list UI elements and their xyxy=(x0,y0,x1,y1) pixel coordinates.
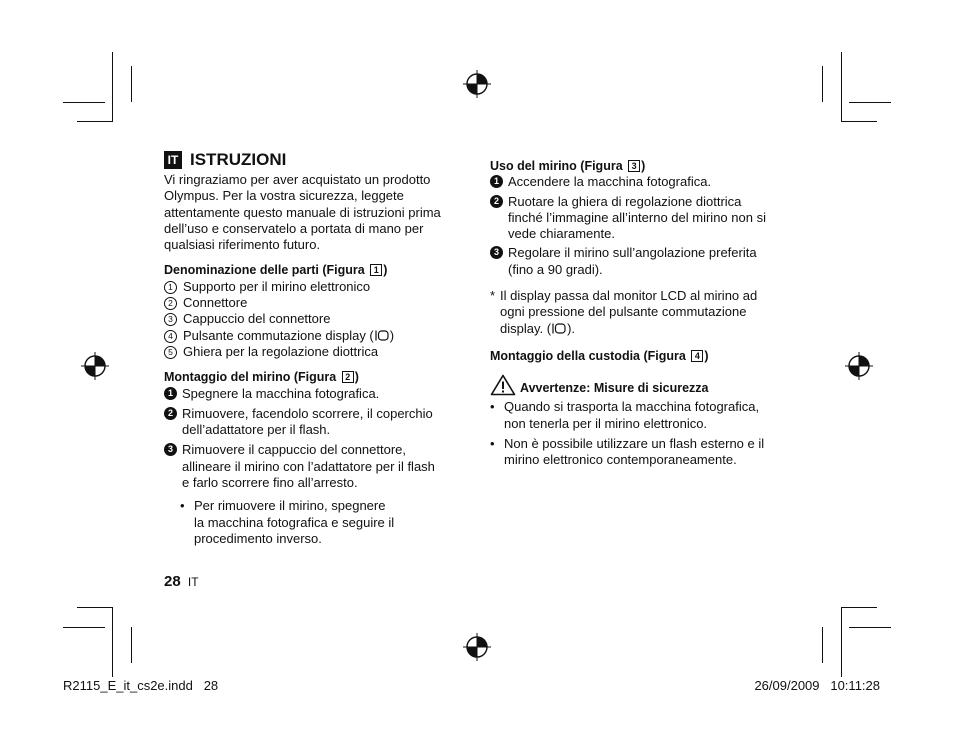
parts-heading: Denominazione delle parti (Figura 1 ) xyxy=(164,263,388,278)
left-column xyxy=(164,150,469,547)
crop-mark xyxy=(77,121,112,122)
list-item: 3 Cappuccio del connettore xyxy=(164,311,469,327)
crop-mark xyxy=(841,52,842,122)
warning-item: • Non è possibile utilizzare un flash esterno e il mirino elettronico contemporaneamente. xyxy=(490,435,765,468)
crop-mark xyxy=(822,66,823,102)
warning-item: • Quando si trasporta la macchina fotografica, non tenerla per il mirino elettronico. xyxy=(490,399,760,431)
step-item: 1 Accendere la macchina fotografica. xyxy=(490,174,795,190)
title-text: ISTRUZIONI xyxy=(190,150,287,169)
figure-number: 2 xyxy=(342,371,354,383)
figure-number: 4 xyxy=(691,350,703,362)
crop-mark xyxy=(63,627,105,628)
right-column xyxy=(490,158,795,468)
page-number: 28 IT xyxy=(164,573,199,590)
registration-mark-icon xyxy=(81,352,109,380)
step-item: 3 Rimuovere il cappuccio del connettore, allineare il mirino con l’adattatore per il flash e farlo scorrere fino all’arresto. xyxy=(164,442,469,491)
asterisk-note: * Il display passa dal monitor LCD al mirino ad ogni pressione del pulsante commutazione display. ( ). xyxy=(490,288,758,336)
crop-mark xyxy=(842,607,877,608)
crop-mark xyxy=(849,102,891,103)
warning-triangle-icon xyxy=(490,374,516,396)
registration-mark-icon xyxy=(463,633,491,661)
crop-mark xyxy=(842,121,877,122)
registration-mark-icon xyxy=(845,352,873,380)
step-item: 2 Rimuovere, facendolo scorrere, il coperchio dell’adattatore per il flash. xyxy=(164,406,469,439)
crop-mark xyxy=(63,102,105,103)
page-title xyxy=(164,150,469,170)
crop-mark xyxy=(822,627,823,663)
display-switch-icon xyxy=(375,330,389,341)
crop-mark xyxy=(841,607,842,677)
note-item: • Per rimuovere il mirino, spegnere la macchina fotografica e seguire il procedimento inverso. xyxy=(180,498,395,546)
intro-paragraph: Vi ringraziamo per aver acquistato un prodotto Olympus. Per la vostra sicurezza, leggete attentamente questo manuale di istruzioni prima dell’uso e conservatelo a portata di mano per qualsiasi riferimento futuro. xyxy=(164,172,441,253)
case-heading: Montaggio della custodia (Figura 4 ) xyxy=(490,348,709,363)
figure-number: 1 xyxy=(370,264,382,276)
crop-mark xyxy=(849,627,891,628)
display-switch-icon xyxy=(552,323,566,334)
list-item: 1 Supporto per il mirino elettronico xyxy=(164,279,469,295)
crop-mark xyxy=(77,607,112,608)
use-heading: Uso del mirino (Figura 3 ) xyxy=(490,159,646,173)
language-badge: IT xyxy=(164,151,182,169)
mount-heading: Montaggio del mirino (Figura 2 ) xyxy=(164,370,359,385)
registration-mark-icon xyxy=(463,70,491,98)
crop-mark xyxy=(131,66,132,102)
list-item: 4 Pulsante commutazione display ( ) xyxy=(164,328,469,344)
warning-heading: Avvertenze: Misure di sicurezza xyxy=(490,374,795,396)
step-item: 1 Spegnere la macchina fotografica. xyxy=(164,386,469,402)
list-item: 5 Ghiera per la regolazione diottrica xyxy=(164,344,469,360)
step-item: 2 Ruotare la ghiera di regolazione diottrica finché l’immagine all’interno del mirino non si vede chiaramente. xyxy=(490,194,795,243)
crop-mark xyxy=(131,627,132,663)
step-item: 3 Regolare il mirino sull’angolazione preferita (fino a 90 gradi). xyxy=(490,245,795,278)
slug-date: 26/09/2009 10:11:28 xyxy=(754,678,880,693)
figure-number: 3 xyxy=(628,160,640,172)
slug-file: R2115_E_it_cs2e.indd 28 xyxy=(63,678,219,693)
crop-mark xyxy=(112,607,113,677)
list-item: 2 Connettore xyxy=(164,295,469,311)
crop-mark xyxy=(112,52,113,122)
